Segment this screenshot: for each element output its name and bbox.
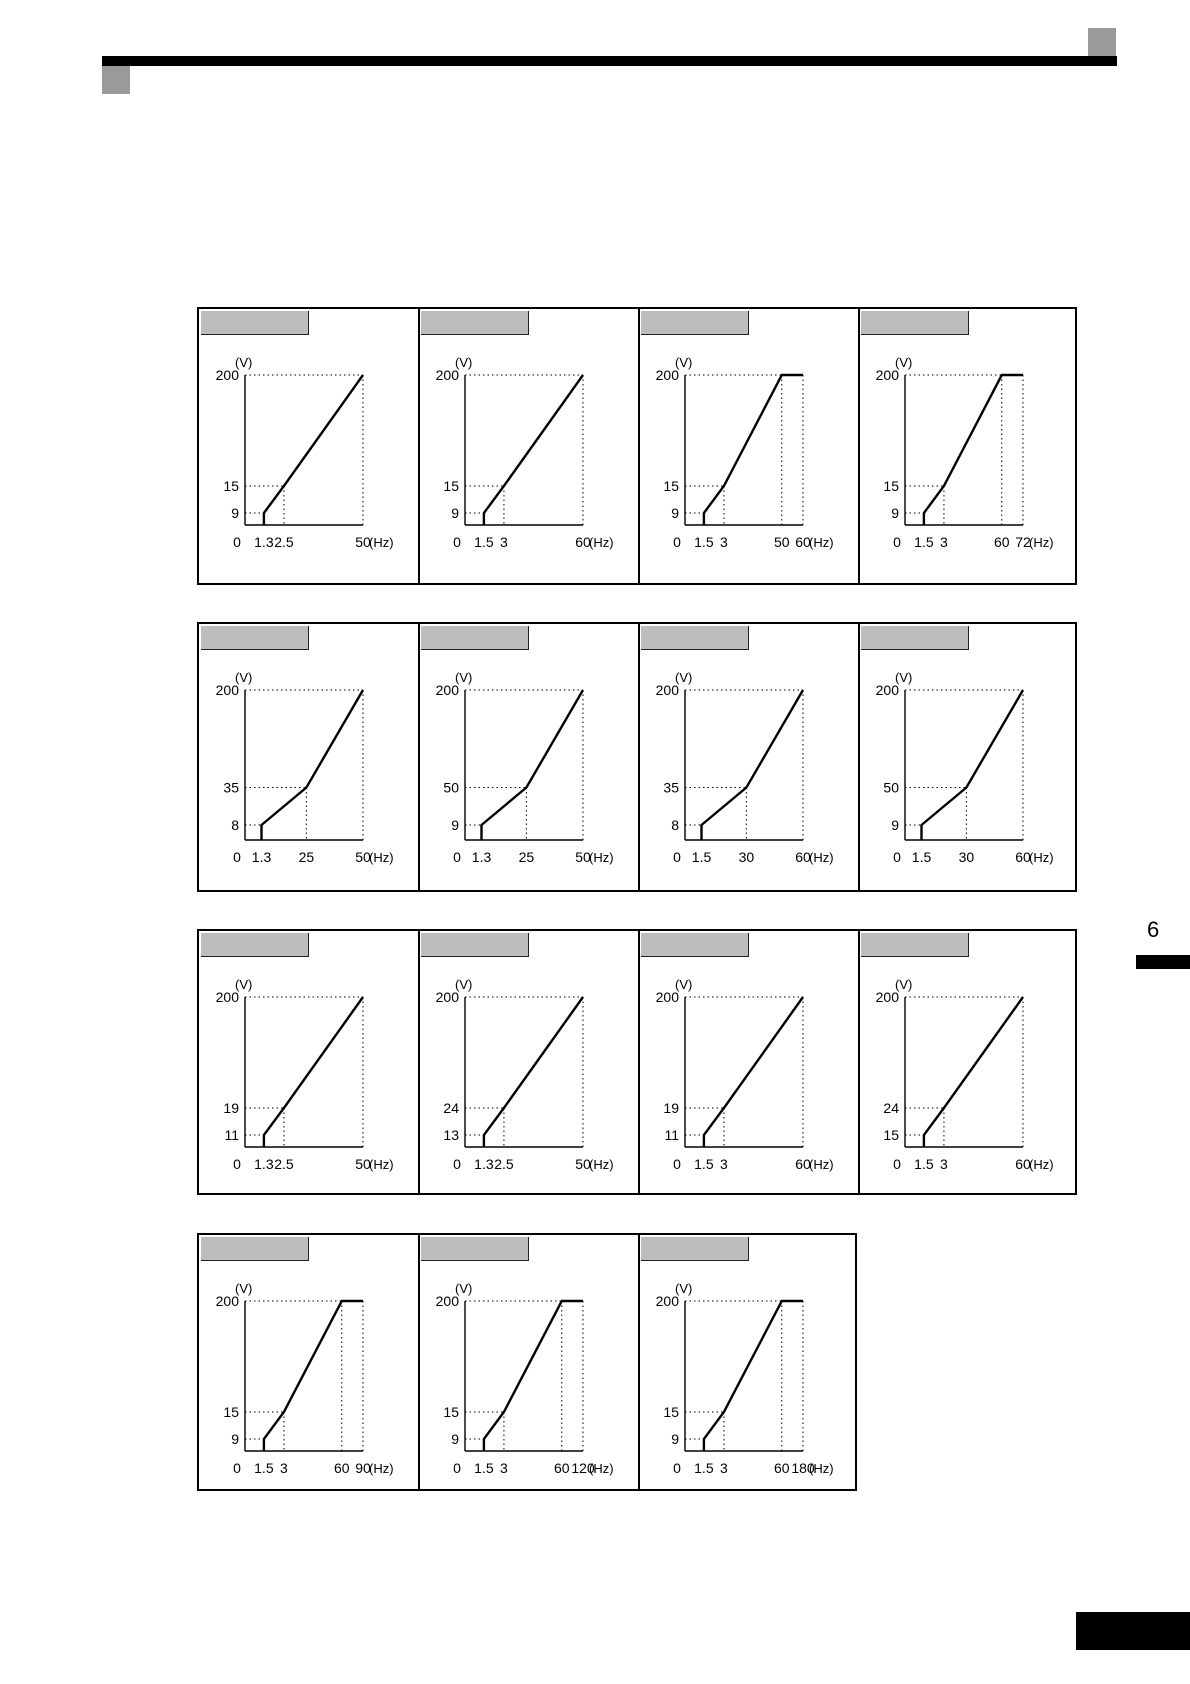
y-tick-label: 200 xyxy=(875,682,899,698)
y-tick-label: 13 xyxy=(443,1127,459,1143)
vf-chart-panel xyxy=(419,624,639,890)
vf-chart-panel xyxy=(639,931,859,1193)
x-tick-label: 0 xyxy=(453,534,461,550)
x-unit-label: (Hz) xyxy=(809,1461,834,1476)
y-tick-label: 15 xyxy=(663,478,679,494)
x-unit-label: (Hz) xyxy=(369,535,394,550)
y-tick-label: 9 xyxy=(451,505,459,521)
x-tick-label: 0 xyxy=(453,1156,461,1172)
vf-chart-svg xyxy=(199,309,419,583)
y-tick-label: 19 xyxy=(223,1100,239,1116)
vf-curve xyxy=(264,1301,363,1451)
y-tick-label: 11 xyxy=(224,1127,239,1143)
x-tick-label: 72 xyxy=(1015,534,1031,550)
vf-curve xyxy=(484,997,583,1147)
y-tick-label: 9 xyxy=(671,1431,679,1447)
x-tick-label: 1.3 xyxy=(254,1156,274,1172)
y-unit-label: (V) xyxy=(235,977,253,992)
x-unit-label: (Hz) xyxy=(589,850,614,865)
y-unit-label: (V) xyxy=(455,670,473,685)
x-tick-label: 60 xyxy=(1015,1156,1031,1172)
x-tick-label: 1.3 xyxy=(254,534,274,550)
x-tick-label: 60 xyxy=(795,849,811,865)
x-unit-label: (Hz) xyxy=(589,1461,614,1476)
chart-row-1 xyxy=(197,307,1077,585)
y-tick-label: 9 xyxy=(891,817,899,833)
vf-curve xyxy=(484,375,583,525)
vf-curve xyxy=(922,690,1024,840)
y-tick-label: 200 xyxy=(435,682,459,698)
y-tick-label: 200 xyxy=(215,1293,239,1309)
x-tick-label: 0 xyxy=(673,1156,681,1172)
y-tick-label: 200 xyxy=(875,367,899,383)
x-tick-label: 1.3 xyxy=(251,849,272,865)
x-tick-label: 0 xyxy=(673,534,681,550)
y-tick-label: 200 xyxy=(655,1293,679,1309)
y-tick-label: 15 xyxy=(223,1404,239,1420)
y-unit-label: (V) xyxy=(675,1281,693,1296)
header-bar xyxy=(102,56,1117,66)
x-tick-label: 60 xyxy=(553,1460,570,1476)
x-tick-label: 50 xyxy=(355,534,371,550)
chapter-number: 6 xyxy=(1147,917,1160,942)
vf-curve xyxy=(704,375,803,525)
x-tick-label: 0 xyxy=(233,1156,241,1172)
y-tick-label: 200 xyxy=(655,682,679,698)
y-tick-label: 200 xyxy=(215,682,239,698)
vf-curve xyxy=(704,1301,803,1451)
vf-chart-svg xyxy=(859,931,1079,1193)
x-unit-label: (Hz) xyxy=(809,850,834,865)
vf-chart-panel xyxy=(639,1235,859,1489)
vf-curve xyxy=(262,690,364,840)
x-unit-label: (Hz) xyxy=(1029,850,1054,865)
y-unit-label: (V) xyxy=(895,977,913,992)
chart-row-3 xyxy=(197,929,1077,1195)
y-tick-label: 15 xyxy=(663,1404,679,1420)
y-unit-label: (V) xyxy=(675,355,693,370)
y-tick-label: 50 xyxy=(443,779,459,796)
x-unit-label: (Hz) xyxy=(369,850,394,865)
x-tick-label: 60 xyxy=(333,1460,350,1476)
vf-curve xyxy=(484,1301,583,1451)
x-tick-label: 1.3 xyxy=(474,1156,494,1172)
vf-chart-svg xyxy=(419,309,639,583)
x-tick-label: 1.5 xyxy=(694,1156,714,1172)
x-tick-label: 120 xyxy=(571,1460,595,1476)
y-tick-label: 200 xyxy=(215,989,239,1005)
x-tick-label: 25 xyxy=(518,849,535,865)
x-tick-label: 50 xyxy=(355,849,371,865)
vf-chart-panel xyxy=(199,309,419,583)
vf-chart-panel xyxy=(199,1235,419,1489)
y-tick-label: 200 xyxy=(215,367,239,383)
y-tick-label: 200 xyxy=(655,989,679,1005)
vf-chart-panel xyxy=(199,931,419,1193)
x-tick-label: 1.5 xyxy=(911,849,932,865)
y-tick-label: 200 xyxy=(435,989,459,1005)
vf-curve xyxy=(482,690,584,840)
vf-chart-svg xyxy=(199,624,419,890)
x-tick-label: 60 xyxy=(773,1460,790,1476)
y-tick-label: 9 xyxy=(231,505,239,521)
x-tick-label: 0 xyxy=(233,534,241,550)
x-unit-label: (Hz) xyxy=(589,1157,614,1172)
y-tick-label: 9 xyxy=(671,505,679,521)
x-tick-label: 0 xyxy=(453,849,461,865)
x-tick-label: 0 xyxy=(673,849,681,865)
y-tick-label: 15 xyxy=(223,478,239,494)
y-tick-label: 9 xyxy=(891,505,899,521)
x-tick-label: 2.5 xyxy=(274,1156,294,1172)
x-tick-label: 0 xyxy=(673,1460,681,1476)
y-tick-label: 9 xyxy=(231,1431,239,1447)
x-tick-label: 50 xyxy=(575,1156,591,1172)
vf-chart-panel xyxy=(419,309,639,583)
vf-chart-svg xyxy=(419,1235,639,1489)
chart-row-2 xyxy=(197,622,1077,892)
vf-chart-panel xyxy=(419,1235,639,1489)
y-tick-label: 9 xyxy=(451,1431,459,1447)
y-tick-label: 19 xyxy=(663,1100,679,1116)
vf-chart-panel xyxy=(199,624,419,890)
x-tick-label: 3 xyxy=(940,534,948,550)
y-unit-label: (V) xyxy=(455,1281,473,1296)
y-tick-label: 50 xyxy=(883,779,899,796)
vf-chart-panel xyxy=(419,931,639,1193)
y-unit-label: (V) xyxy=(235,1281,253,1296)
vf-chart-panel xyxy=(639,309,859,583)
x-tick-label: 1.5 xyxy=(914,1156,934,1172)
vf-curve xyxy=(924,375,1023,525)
x-tick-label: 30 xyxy=(958,849,975,865)
y-unit-label: (V) xyxy=(675,670,693,685)
x-tick-label: 1.5 xyxy=(694,1460,714,1476)
vf-chart-panel xyxy=(859,931,1079,1193)
y-tick-label: 200 xyxy=(655,367,679,383)
vf-chart-svg xyxy=(199,1235,419,1489)
vf-chart-svg xyxy=(859,624,1079,890)
x-unit-label: (Hz) xyxy=(809,1157,834,1172)
x-tick-label: 30 xyxy=(738,849,755,865)
y-tick-label: 8 xyxy=(671,817,679,833)
vf-chart-panel xyxy=(859,309,1079,583)
y-tick-label: 200 xyxy=(435,367,459,383)
x-tick-label: 1.3 xyxy=(471,849,492,865)
x-tick-label: 50 xyxy=(355,1156,371,1172)
chapter-tab-bar xyxy=(1136,955,1190,969)
x-tick-label: 2.5 xyxy=(274,534,294,550)
x-tick-label: 3 xyxy=(940,1156,948,1172)
x-tick-label: 1.5 xyxy=(914,534,934,550)
x-tick-label: 3 xyxy=(720,534,728,550)
y-unit-label: (V) xyxy=(895,355,913,370)
vf-chart-panel xyxy=(639,624,859,890)
x-tick-label: 50 xyxy=(575,849,591,865)
x-tick-label: 0 xyxy=(233,849,241,865)
x-tick-label: 3 xyxy=(500,1460,508,1476)
x-tick-label: 60 xyxy=(1015,849,1031,865)
x-unit-label: (Hz) xyxy=(369,1157,394,1172)
y-tick-label: 9 xyxy=(451,817,459,833)
x-unit-label: (Hz) xyxy=(1029,1157,1054,1172)
footer-page-block xyxy=(1076,1612,1190,1650)
y-tick-label: 15 xyxy=(443,1404,459,1420)
x-tick-label: 50 xyxy=(773,534,790,550)
vf-chart-svg xyxy=(639,309,859,583)
y-tick-label: 24 xyxy=(883,1100,899,1116)
x-tick-label: 3 xyxy=(720,1156,728,1172)
x-tick-label: 0 xyxy=(893,1156,901,1172)
y-tick-label: 15 xyxy=(883,478,899,494)
vf-chart-svg xyxy=(859,309,1079,583)
x-tick-label: 1.5 xyxy=(474,1460,494,1476)
vf-curve xyxy=(704,997,803,1147)
x-tick-label: 60 xyxy=(795,534,811,550)
x-tick-label: 90 xyxy=(355,1460,371,1476)
y-unit-label: (V) xyxy=(455,977,473,992)
x-tick-label: 3 xyxy=(280,1460,288,1476)
x-tick-label: 1.5 xyxy=(694,534,714,550)
x-unit-label: (Hz) xyxy=(369,1461,394,1476)
vf-chart-svg xyxy=(199,931,419,1193)
vf-chart-svg xyxy=(639,624,859,890)
x-tick-label: 0 xyxy=(893,534,901,550)
x-tick-label: 180 xyxy=(791,1460,815,1476)
y-unit-label: (V) xyxy=(455,355,473,370)
x-unit-label: (Hz) xyxy=(809,535,834,550)
y-tick-label: 11 xyxy=(664,1127,679,1143)
x-tick-label: 25 xyxy=(298,849,315,865)
x-tick-label: 0 xyxy=(893,849,901,865)
y-tick-label: 15 xyxy=(443,478,459,494)
x-tick-label: 1.5 xyxy=(691,849,712,865)
header-gray-square-right xyxy=(1088,28,1116,56)
x-tick-label: 3 xyxy=(500,534,508,550)
vf-curve xyxy=(264,375,363,525)
header-gray-square-left xyxy=(102,66,130,94)
x-tick-label: 60 xyxy=(993,534,1010,550)
y-tick-label: 24 xyxy=(443,1100,459,1116)
x-tick-label: 1.5 xyxy=(474,534,494,550)
y-tick-label: 200 xyxy=(875,989,899,1005)
vf-curve xyxy=(924,997,1023,1147)
x-unit-label: (Hz) xyxy=(589,535,614,550)
x-tick-label: 0 xyxy=(453,1460,461,1476)
vf-chart-svg xyxy=(419,931,639,1193)
y-tick-label: 35 xyxy=(663,779,679,796)
y-unit-label: (V) xyxy=(235,355,253,370)
x-tick-label: 60 xyxy=(575,534,591,550)
vf-curve xyxy=(702,690,804,840)
y-unit-label: (V) xyxy=(675,977,693,992)
vf-curve xyxy=(264,997,363,1147)
vf-chart-panel xyxy=(859,624,1079,890)
x-tick-label: 3 xyxy=(720,1460,728,1476)
x-tick-label: 1.5 xyxy=(254,1460,274,1476)
y-unit-label: (V) xyxy=(235,670,253,685)
y-unit-label: (V) xyxy=(895,670,913,685)
x-unit-label: (Hz) xyxy=(1029,535,1054,550)
x-tick-label: 60 xyxy=(795,1156,811,1172)
chart-row-4 xyxy=(197,1233,857,1491)
y-tick-label: 200 xyxy=(435,1293,459,1309)
y-tick-label: 15 xyxy=(883,1127,899,1143)
x-tick-label: 2.5 xyxy=(494,1156,514,1172)
y-tick-label: 35 xyxy=(223,779,239,796)
vf-chart-svg xyxy=(639,1235,859,1489)
vf-chart-svg xyxy=(639,931,859,1193)
y-tick-label: 8 xyxy=(231,817,239,833)
x-tick-label: 0 xyxy=(233,1460,241,1476)
vf-chart-svg xyxy=(419,624,639,890)
